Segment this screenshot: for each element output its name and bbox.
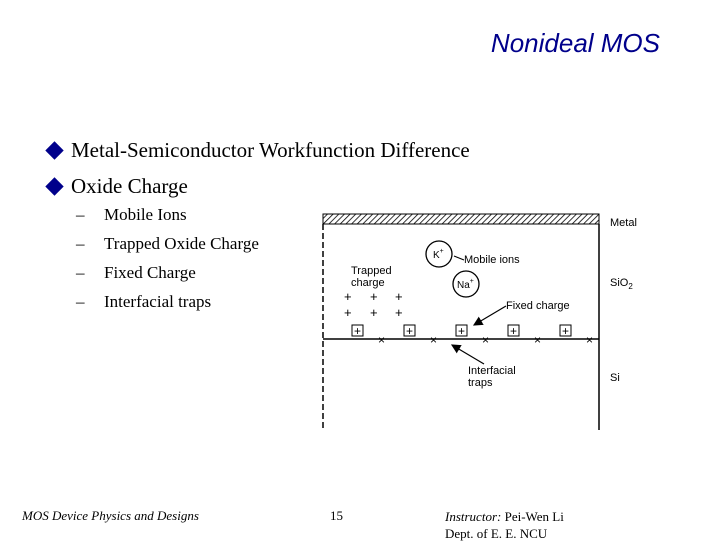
instructor-label: Instructor:: [445, 509, 502, 524]
interfacial-traps-label-2: traps: [468, 377, 493, 389]
oxide-label: SiO$_2$: [610, 277, 633, 291]
trapped-plus: +: [370, 289, 378, 304]
bullet-list: [46, 132, 470, 204]
trap-cross: ×: [430, 333, 438, 347]
trap-cross: ×: [482, 333, 490, 347]
sub-bullet-item: [76, 200, 259, 229]
bullet-item: [46, 132, 470, 168]
bullet-label: Metal-Semiconductor Workfunction Difference: [71, 137, 470, 162]
potassium-ion-label: K+: [433, 248, 444, 261]
dash: –: [76, 204, 85, 224]
mobile-ions-arrow: [454, 256, 464, 260]
trap-cross: ×: [534, 333, 542, 347]
mobile-ions-label: Mobile ions: [464, 254, 520, 266]
fixed-charge-plus: +: [354, 324, 362, 338]
sub-bullet-label: Fixed Charge: [104, 262, 196, 282]
instructor-line: [445, 508, 564, 525]
sub-bullet-item: [76, 287, 259, 316]
sub-bullet-item: [76, 229, 259, 258]
metal-label: Metal: [610, 217, 637, 229]
fixed-charge-plus: +: [458, 324, 466, 338]
fixed-charge-plus: +: [510, 324, 518, 338]
sub-bullet-label: Interfacial traps: [104, 291, 212, 311]
instructor-name: Pei-Wen Li: [504, 509, 564, 524]
si-label: Si: [610, 372, 620, 384]
trapped-plus: +: [370, 305, 378, 320]
metal-layer: [323, 214, 599, 224]
sub-bullet-label: Trapped Oxide Charge: [104, 233, 259, 253]
mos-charge-diagram: [316, 208, 676, 438]
footer-course: MOS Device Physics and Designs: [22, 508, 199, 523]
department: Dept. of E. E. NCU: [445, 526, 548, 541]
bullet-item: [46, 168, 470, 204]
fixed-charge-plus: +: [406, 324, 414, 338]
interfacial-traps-arrow: [452, 345, 484, 364]
bullet-label: Oxide Charge: [71, 173, 188, 198]
footer-instructor: [445, 508, 564, 542]
sub-bullet-list: [76, 200, 259, 316]
diamond-bullet-icon: [45, 177, 63, 195]
trapped-charge-label-1: Trapped: [351, 265, 392, 277]
fixed-charge-arrow: [474, 306, 506, 325]
trapped-plus: +: [395, 305, 403, 320]
diamond-bullet-icon: [45, 141, 63, 159]
fixed-charge-plus: +: [562, 324, 570, 338]
sub-bullet-label: Mobile Ions: [104, 204, 187, 224]
trapped-charge-label-2: charge: [351, 277, 385, 289]
trapped-charges: [344, 289, 403, 320]
interfacial-traps-label-1: Interfacial: [468, 365, 516, 377]
slide-title: Nonideal MOS: [490, 28, 660, 58]
trap-cross: ×: [586, 333, 594, 347]
fixed-charge-label: Fixed charge: [506, 300, 570, 312]
dash: –: [76, 291, 85, 311]
trapped-plus: +: [344, 305, 352, 320]
dash: –: [76, 262, 85, 282]
dash: –: [76, 233, 85, 253]
sodium-ion-label: Na+: [457, 278, 474, 291]
footer-page-number: 15: [330, 508, 343, 523]
sub-bullet-item: [76, 258, 259, 287]
trapped-plus: +: [344, 289, 352, 304]
trapped-plus: +: [395, 289, 403, 304]
trap-cross: ×: [378, 333, 386, 347]
